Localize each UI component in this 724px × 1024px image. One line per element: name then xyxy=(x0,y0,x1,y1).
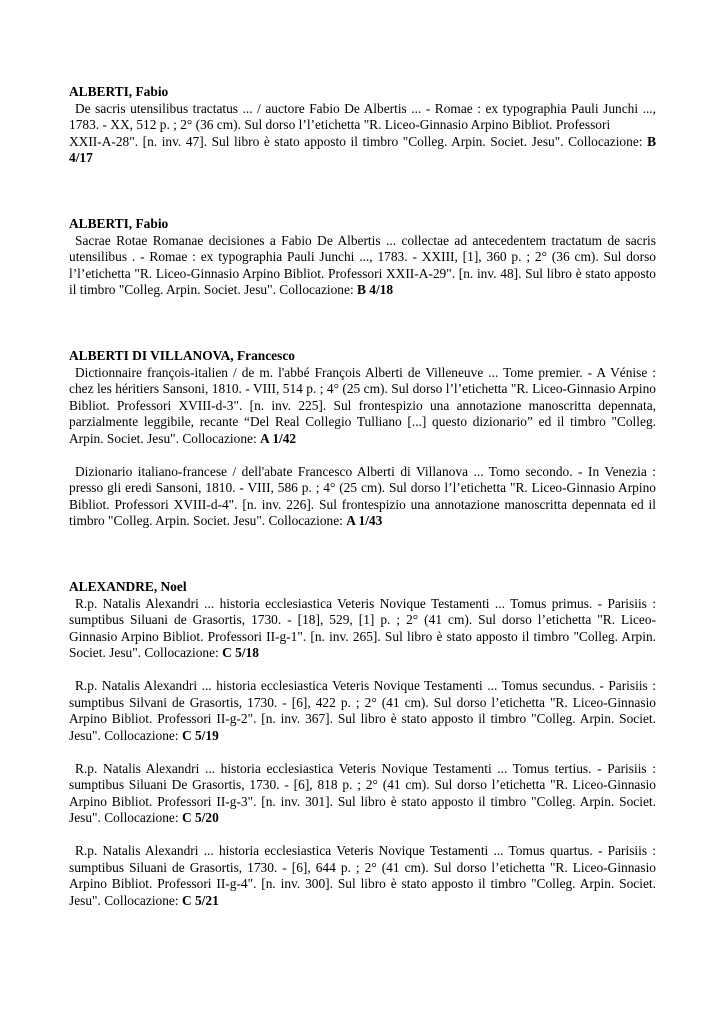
author-heading: ALBERTI, Fabio xyxy=(69,216,169,231)
catalog-record-continuation xyxy=(69,134,656,167)
shelf-location: B 4/17 xyxy=(69,133,656,165)
shelf-location: C 5/21 xyxy=(181,892,219,908)
catalog-record xyxy=(69,233,656,299)
shelf-location: C 5/18 xyxy=(222,645,259,660)
author-entry-alberti-di-villanova xyxy=(69,348,656,530)
author-heading: ALEXANDRE, Noel xyxy=(69,579,187,594)
catalog-page xyxy=(69,84,656,909)
author-heading: ALBERTI, Fabio xyxy=(69,84,169,99)
record-description: R.p. Natalis Alexandri ... historia ecclesiastica Veteris Novique Testamenti ... Tomus tertius. - Parisiis : sumptibus Siluani De Grasortis, 1730. - [6], 818 p. ; 2° (41 cm). Sul dorso l’etichetta "R. Liceo-Ginnasio Arpino Bibliot. Professori II-g-3". [n. inv. 301]. Sul libro è stato apposto il timbro "Colleg. Arpin. Societ. Jesu". Collocazione: xyxy=(69,760,656,825)
author-heading: ALBERTI DI VILLANOVA, Francesco xyxy=(69,348,295,363)
record-description: Sacrae Rotae Romanae decisiones a Fabio De Albertis ... collectae ad antecedentem tractatum de sacris utensilibus . - Romae : ex typographia Pauli Junchi ..., 1783. - XXIII, [1], 360 p. ; 2° (36 cm). Sul dorso l’l’etichetta "R. Liceo-Ginnasio Arpino Bibliot. Professori XXII-A-29". [n. inv. 48]. Sul libro è stato apposto il timbro "Colleg. Arpin. Societ. Jesu". Collocazione: xyxy=(69,232,656,297)
record-description: R.p. Natalis Alexandri ... historia ecclesiastica Veteris Novique Testamenti ... Tomus quartus. - Parisiis : sumptibus Siluani de Grasortis, 1730. - [6], 644 p. ; 2° (41 cm). Sul dorso l’etichetta "R. Liceo-Ginnasio Arpino Bibliot. Professori II-g-4". [n. inv. 300]. Sul libro è stato apposto il timbro "Colleg. Arpin. Societ. Jesu". Collocazione: xyxy=(69,843,656,908)
record-description: De sacris utensilibus tractatus ... / auctore Fabio De Albertis ... - Romae : ex typographia Pauli Junchi ..., 1783. - XX, 512 p. ; 2° (36 cm). Sul dorso l’l’etichetta "R. Liceo-Ginnasio Arpino Bibliot. Professori xyxy=(69,100,656,132)
author-entry-alberti-fabio-2 xyxy=(69,216,656,299)
author-entry-alexandre-noel xyxy=(69,579,656,909)
catalog-record xyxy=(69,761,656,827)
record-description: R.p. Natalis Alexandri ... historia ecclesiastica Veteris Novique Testamenti ... Tomus secundus. - Parisiis : sumptibus Silvani de Grasortis, 1730. - [6], 422 p. ; 2° (41 cm). Sul dorso l’etichetta "R. Liceo-Ginnasio Arpino Bibliot. Professori II-g-2". [n. inv. 367]. Sul libro è stato apposto il timbro "Colleg. Arpin. Societ. Jesu". Collocazione: xyxy=(69,678,656,743)
record-description: Dizionario italiano-francese / dell'abate Francesco Alberti di Villanova ... Tomo secondo. - In Venezia : presso gli eredi Sansoni, 1810. - VIII, 586 p. ; 4° (25 cm). Sul dorso l’l’etichetta "R. Liceo-Ginnasio Arpino Bibliot. Professori XVIII-d-4". [n. inv. 226]. Sul frontespizio una annotazione manoscritta depennata ed il timbro "Colleg. Arpin. Societ. Jesu". Collocazione: xyxy=(69,463,656,528)
shelf-location: B 4/18 xyxy=(357,282,394,297)
record-description: R.p. Natalis Alexandri ... historia ecclesiastica Veteris Novique Testamenti ... Tomus primus. - Parisiis : sumptibus Siluani de Grasortis, 1730. - [18], 529, [1] p. ; 2° (41 cm). Sul dorso l’etichetta "R. Liceo-Ginnasio Arpino Bibliot. Professori II-g-1". [n. inv. 265]. Sul libro è stato apposto il timbro "Colleg. Arpin. Societ. Jesu". Collocazione: xyxy=(69,595,656,660)
record-description: Dictionnaire françois-italien / de m. l'abbé François Alberti de Villeneuve ... Tome premier. - A Vénise : chez les héritiers Sansoni, 1810. - VIII, 514 p. ; 4° (25 cm). Sul dorso l’l’etichetta "R. Liceo-Ginnasio Arpino Bibliot. Professori XVIII-d-3". [n. inv. 225]. Sul frontespizio una annotazione manoscritta depennata, parzialmente leggibile, recante “Del Real Collegio Tulliano [...] questo dizionario” ed il timbro "Colleg. Arpin. Societ. Jesu". Collocazione: xyxy=(69,364,656,446)
catalog-record xyxy=(69,843,656,909)
shelf-location: C 5/19 xyxy=(181,727,219,743)
shelf-location: A 1/43 xyxy=(346,513,383,528)
catalog-record xyxy=(69,596,656,662)
author-entry-alberti-fabio-1 xyxy=(69,84,656,167)
shelf-location: C 5/20 xyxy=(181,810,219,825)
catalog-record xyxy=(69,101,656,134)
catalog-record xyxy=(69,464,656,530)
shelf-location: A 1/42 xyxy=(260,430,297,446)
catalog-record xyxy=(69,365,656,448)
record-description-continuation: XXII-A-28". [n. inv. 47]. Sul libro è stato apposto il timbro "Colleg. Arpin. Societ. Jesu". Collocazione: xyxy=(69,133,648,149)
catalog-record xyxy=(69,678,656,744)
